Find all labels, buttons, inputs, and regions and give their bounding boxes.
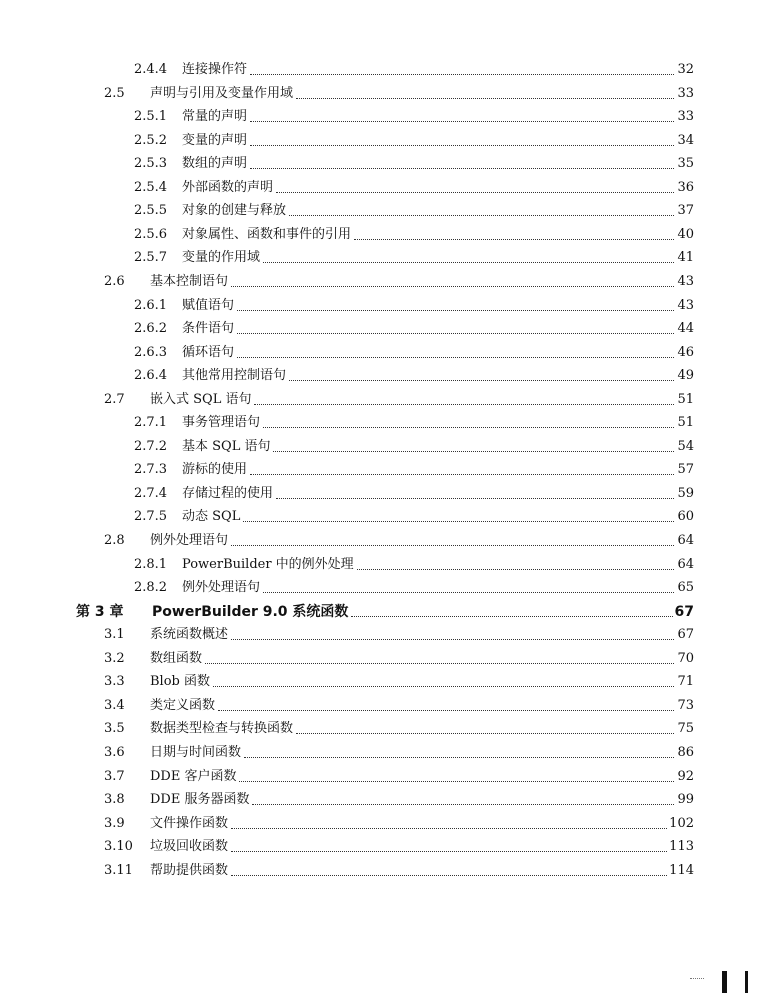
toc-entry-title: 嵌入式 SQL 语句 <box>150 392 252 407</box>
toc-entry-page: 64 <box>677 557 694 572</box>
toc-leader-dots <box>254 403 674 405</box>
toc-entry-title: 变量的声明 <box>182 133 248 148</box>
toc-entry-title: PowerBuilder 中的例外处理 <box>182 557 354 572</box>
toc-entry <box>134 435 694 455</box>
toc-entry-title: 连接操作符 <box>182 62 248 77</box>
toc-entry-title: 系统函数概述 <box>150 627 229 642</box>
toc-leader-dots <box>276 191 674 193</box>
toc-entry-number: 2.5.3 <box>134 156 168 171</box>
toc-leader-dots <box>218 709 674 711</box>
toc-entry-title: 动态 SQL <box>182 509 241 524</box>
toc-entry <box>134 294 694 314</box>
toc-leader-dots <box>250 473 674 475</box>
toc-entry-number: 3.7 <box>104 769 125 784</box>
toc-entry-title: 类定义函数 <box>150 698 216 713</box>
toc-entry-title: 其他常用控制语句 <box>182 368 287 383</box>
toc-entry-title: Blob 函数 <box>150 674 210 689</box>
toc-entry <box>134 317 694 337</box>
toc-entry-number: 2.5.4 <box>134 180 168 195</box>
toc-entry-page: 114 <box>669 863 694 878</box>
toc-leader-dots <box>263 261 674 263</box>
toc-entry-number: 2.5.5 <box>134 203 168 218</box>
toc-entry <box>134 58 694 78</box>
toc-entry-number: 2.6.2 <box>134 321 168 336</box>
toc-entry <box>104 670 694 690</box>
toc-entry-title: 事务管理语句 <box>182 415 261 430</box>
toc-entry-page: 35 <box>677 156 694 171</box>
toc-entry-page: 71 <box>677 674 694 689</box>
toc-entry-title: 基本控制语句 <box>150 274 229 289</box>
toc-entry-title: 文件操作函数 <box>150 816 229 831</box>
toc-chapter-entry <box>76 600 694 620</box>
toc-entry-number: 2.5 <box>104 86 125 101</box>
toc-leader-dots <box>231 850 667 852</box>
toc-leader-dots <box>231 638 674 640</box>
toc-entry-title: DDE 服务器函数 <box>150 792 250 807</box>
toc-entry-number: 2.5.7 <box>134 250 168 265</box>
toc-entry-number: 3.4 <box>104 698 125 713</box>
toc-entry-page: 51 <box>677 415 694 430</box>
toc-leader-dots <box>237 332 674 334</box>
toc-leader-dots <box>244 756 674 758</box>
toc-leader-dots <box>250 167 674 169</box>
toc-entry-title: 游标的使用 <box>182 462 248 477</box>
toc-entry-number: 2.7.1 <box>134 415 168 430</box>
toc-leader-dots <box>263 426 674 428</box>
toc-entry-number: 2.5.2 <box>134 133 168 148</box>
toc-entry-page: 33 <box>677 86 694 101</box>
toc-leader-dots <box>213 685 674 687</box>
toc-leader-dots <box>237 309 674 311</box>
toc-entry-page: 36 <box>677 180 694 195</box>
toc-entry-page: 60 <box>677 509 694 524</box>
toc-entry <box>104 82 694 102</box>
toc-entry <box>134 482 694 502</box>
edge-bar-thin <box>745 971 748 993</box>
toc-entry-title: DDE 客户函数 <box>150 769 237 784</box>
toc-entry-page: 40 <box>677 227 694 242</box>
toc-entry-page: 64 <box>677 533 694 548</box>
toc-entry-title: 帮助提供函数 <box>150 863 229 878</box>
toc-entry <box>134 553 694 573</box>
toc-leader-dots <box>351 615 672 617</box>
toc-entry <box>134 199 694 219</box>
toc-entry-number: 第 3 章 <box>76 604 124 620</box>
toc-entry-title: 数组的声明 <box>182 156 248 171</box>
toc-entry-number: 2.6.3 <box>134 345 168 360</box>
toc-entry-page: 86 <box>677 745 694 760</box>
toc-entry-title: 垃圾回收函数 <box>150 839 229 854</box>
toc-entry-title: PowerBuilder 9.0 系统函数 <box>152 604 349 620</box>
toc-entry <box>134 411 694 431</box>
toc-entry <box>134 105 694 125</box>
toc-entry-number: 3.11 <box>104 863 133 878</box>
toc-entry <box>134 458 694 478</box>
toc-entry <box>104 835 694 855</box>
toc-entry <box>134 341 694 361</box>
toc-entry-page: 73 <box>677 698 694 713</box>
toc-entry-title: 变量的作用域 <box>182 250 261 265</box>
toc-entry-number: 3.6 <box>104 745 125 760</box>
toc-leader-dots <box>250 120 674 122</box>
toc-leader-dots <box>243 520 674 522</box>
toc-entry-page: 99 <box>677 792 694 807</box>
toc-leader-dots <box>296 732 674 734</box>
toc-entry <box>104 812 694 832</box>
toc-entry-number: 3.1 <box>104 627 125 642</box>
toc-entry-page: 75 <box>677 721 694 736</box>
toc-entry-number: 3.3 <box>104 674 125 689</box>
toc-entry-page: 32 <box>677 62 694 77</box>
toc-leader-dots <box>296 97 674 99</box>
toc-entry <box>104 765 694 785</box>
toc-leader-dots <box>273 450 674 452</box>
toc-entry-page: 67 <box>674 604 694 620</box>
toc-entry <box>134 223 694 243</box>
toc-entry <box>134 129 694 149</box>
toc-entry-title: 例外处理语句 <box>150 533 229 548</box>
toc-entry-number: 2.6.1 <box>134 298 168 313</box>
toc-entry-page: 70 <box>677 651 694 666</box>
toc-entry-title: 赋值语句 <box>182 298 235 313</box>
toc-entry-number: 3.10 <box>104 839 133 854</box>
toc-entry-page: 65 <box>677 580 694 595</box>
toc-entry-page: 49 <box>677 368 694 383</box>
toc-entry-page: 37 <box>677 203 694 218</box>
toc-entry-page: 57 <box>677 462 694 477</box>
toc-entry-number: 2.8.2 <box>134 580 168 595</box>
toc-leader-dots <box>239 780 674 782</box>
toc-entry-number: 2.7.2 <box>134 439 168 454</box>
toc-entry-number: 3.9 <box>104 816 125 831</box>
toc-entry-number: 2.6.4 <box>134 368 168 383</box>
toc-entry-title: 数组函数 <box>150 651 203 666</box>
toc-entry-number: 3.8 <box>104 792 125 807</box>
toc-leader-dots <box>231 874 667 876</box>
toc-entry-page: 33 <box>677 109 694 124</box>
toc-entry-title: 存储过程的使用 <box>182 486 274 501</box>
toc-entry <box>134 176 694 196</box>
toc-entry-number: 2.8.1 <box>134 557 168 572</box>
toc-leader-dots <box>237 356 674 358</box>
toc-entry-page: 41 <box>677 250 694 265</box>
toc-entry <box>134 246 694 266</box>
toc-entry-title: 外部函数的声明 <box>182 180 274 195</box>
toc-entry <box>104 623 694 643</box>
edge-bar-thick <box>722 971 727 993</box>
toc-entry-title: 对象属性、函数和事件的引用 <box>182 227 352 242</box>
toc-entry-page: 92 <box>677 769 694 784</box>
toc-entry-number: 2.8 <box>104 533 125 548</box>
toc-leader-dots <box>231 544 674 546</box>
toc-entry-title: 常量的声明 <box>182 109 248 124</box>
toc-entry-title: 声明与引用及变量作用域 <box>150 86 294 101</box>
toc-entry-title: 数据类型检查与转换函数 <box>150 721 294 736</box>
toc-entry-number: 3.2 <box>104 651 125 666</box>
toc-leader-dots <box>250 144 674 146</box>
toc-entry-page: 43 <box>677 274 694 289</box>
toc-entry-number: 2.5.6 <box>134 227 168 242</box>
toc-entry <box>104 647 694 667</box>
toc-leader-dots <box>289 379 674 381</box>
toc-entry-page: 46 <box>677 345 694 360</box>
toc-entry-number: 2.7.4 <box>134 486 168 501</box>
toc-entry-page: 59 <box>677 486 694 501</box>
toc-entry-number: 3.5 <box>104 721 125 736</box>
toc-entry <box>104 270 694 290</box>
toc-leader-dots <box>263 591 674 593</box>
toc-entry-title: 对象的创建与释放 <box>182 203 287 218</box>
toc-leader-dots <box>357 568 674 570</box>
toc-entry <box>104 388 694 408</box>
toc-leader-dots <box>276 497 674 499</box>
toc-entry <box>104 529 694 549</box>
toc-entry-page: 54 <box>677 439 694 454</box>
toc-entry-number: 2.7.5 <box>134 509 168 524</box>
toc-entry-page: 67 <box>677 627 694 642</box>
toc-entry-page: 43 <box>677 298 694 313</box>
toc-leader-dots <box>289 214 674 216</box>
toc-entry-title: 循环语句 <box>182 345 235 360</box>
toc-entry-number: 2.5.1 <box>134 109 168 124</box>
toc-entry-title: 基本 SQL 语句 <box>182 439 271 454</box>
toc-entry-number: 2.7 <box>104 392 125 407</box>
toc-entry <box>104 694 694 714</box>
toc-entry-number: 2.6 <box>104 274 125 289</box>
toc-leader-dots <box>231 285 674 287</box>
toc-leader-dots <box>205 662 674 664</box>
toc-entry <box>134 576 694 596</box>
toc-entry <box>104 717 694 737</box>
toc-entry <box>134 505 694 525</box>
edge-dots <box>690 977 704 979</box>
toc-entry-number: 2.7.3 <box>134 462 168 477</box>
toc-entry <box>134 152 694 172</box>
toc-entry-page: 102 <box>669 816 694 831</box>
toc-entry-title: 例外处理语句 <box>182 580 261 595</box>
toc-entry <box>104 741 694 761</box>
toc-entry-title: 条件语句 <box>182 321 235 336</box>
toc-entry-page: 34 <box>677 133 694 148</box>
toc-entry-page: 51 <box>677 392 694 407</box>
toc-entry <box>134 364 694 384</box>
toc-leader-dots <box>231 827 667 829</box>
toc-entry-page: 44 <box>677 321 694 336</box>
toc-entry <box>104 788 694 808</box>
toc-leader-dots <box>252 803 674 805</box>
toc-entry <box>104 859 694 879</box>
toc-entry-number: 2.4.4 <box>134 62 168 77</box>
toc-leader-dots <box>354 238 674 240</box>
page-edge-marks <box>690 971 748 993</box>
toc-leader-dots <box>250 73 674 75</box>
toc-entry-title: 日期与时间函数 <box>150 745 242 760</box>
toc-entry-page: 113 <box>669 839 694 854</box>
